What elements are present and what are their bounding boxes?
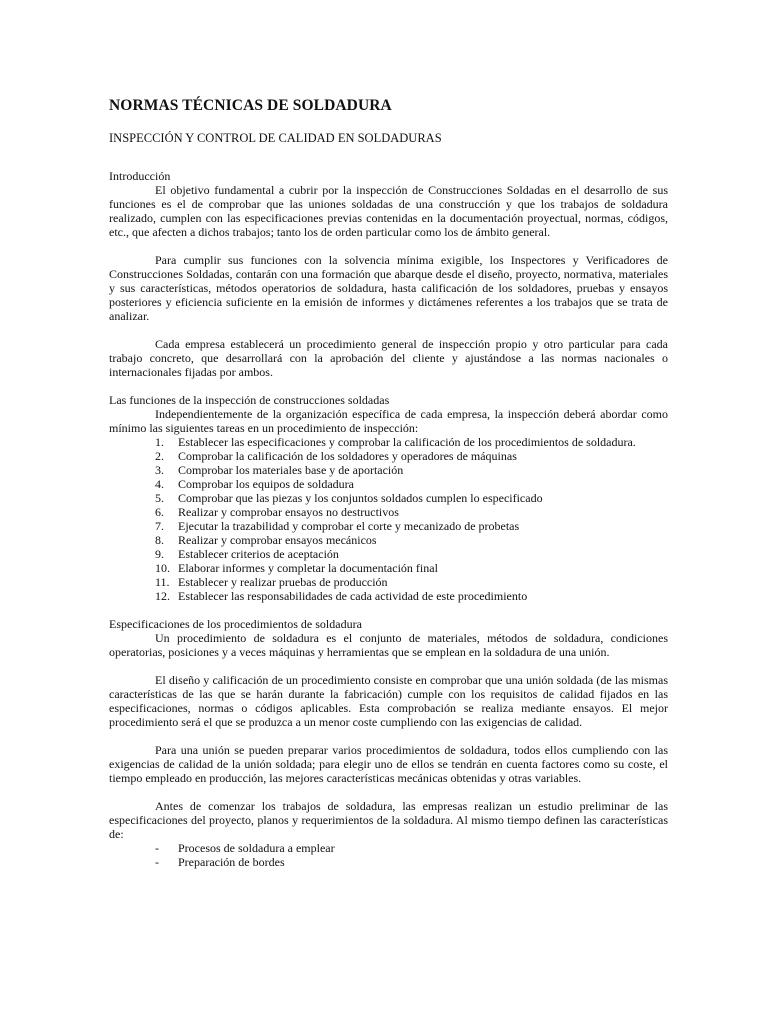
list-item-text: Elaborar informes y completar la documentación final — [178, 561, 438, 575]
list-item-text: Establecer las responsabilidades de cada actividad de este procedimiento — [178, 589, 528, 603]
list-item-number: 2. — [155, 449, 164, 463]
list-item-number: 10. — [155, 561, 170, 575]
list-item-number: - — [155, 855, 159, 869]
list-item — [109, 463, 668, 477]
section-heading-introduccion: Introducción — [109, 169, 171, 183]
list-item-text: Comprobar que las piezas y los conjuntos soldados cumplen lo especificado — [178, 491, 543, 505]
paragraph: Independientemente de la organización específica de cada empresa, la inspección deberá abordar como mínimo las siguientes tareas en un procedimiento de inspección: — [109, 407, 668, 435]
list-item-text: Comprobar la calificación de los soldadores y operadores de máquinas — [178, 449, 517, 463]
paragraph: El diseño y calificación de un procedimiento consiste en comprobar que una unión soldada (de las mismas características de las que se harán durante la fabricación) cumple con los requisitos de calidad fijados en las especificaciones, normas o códigos aplicables. Esta comprobación se realiza mediante ensayos. El mejor procedimiento será el que se produzca a un menor coste cumpliendo con las exigencias de calidad. — [109, 673, 668, 729]
list-item-number: 7. — [155, 519, 164, 533]
list-item — [109, 435, 668, 449]
list-item-text: Comprobar los equipos de soldadura — [178, 477, 354, 491]
list-item — [109, 855, 668, 869]
paragraph: El objetivo fundamental a cubrir por la inspección de Construcciones Soldadas en el desarrollo de sus funciones es el de comprobar que las uniones soldadas de una construcción y que los trabajos de soldadura realizado, cumplen con las especificaciones previas contenidas en la documentación proyectual, normas, códigos, etc., que afecten a dichos trabajos; tanto los de orden particular como los de ámbito general. — [109, 183, 668, 239]
list-item-text: Comprobar los materiales base y de aportación — [178, 463, 404, 477]
list-item-number: 6. — [155, 505, 164, 519]
list-item — [109, 519, 668, 533]
page-subtitle: INSPECCIÓN Y CONTROL DE CALIDAD EN SOLDADURAS — [109, 131, 442, 145]
list-item — [109, 449, 668, 463]
list-item-number: 8. — [155, 533, 164, 547]
list-item-number: 9. — [155, 547, 164, 561]
paragraph: Un procedimiento de soldadura es el conjunto de materiales, métodos de soldadura, condiciones operatorias, posiciones y a veces máquinas y herramientas que se emplean en la soldadura de una unión. — [109, 631, 668, 659]
list-item-text: Establecer criterios de aceptación — [178, 547, 339, 561]
paragraph: Cada empresa establecerá un procedimiento general de inspección propio y otro particular para cada trabajo concreto, que desarrollará con la aprobación del cliente y ajustándose a las normas nacionales o internacionales fijadas por ambos. — [109, 337, 668, 379]
list-item-text: Procesos de soldadura a emplear — [178, 841, 335, 855]
list-item — [109, 841, 668, 855]
tasks-list — [109, 435, 668, 603]
list-item-number: 12. — [155, 589, 170, 603]
list-item-number: 1. — [155, 435, 164, 449]
list-item-text: Ejecutar la trazabilidad y comprobar el corte y mecanizado de probetas — [178, 519, 520, 533]
list-item — [109, 505, 668, 519]
paragraph: Para una unión se pueden preparar varios procedimientos de soldadura, todos ellos cumpliendo con las exigencias de calidad de la unión soldada; para elegir uno de ellos se tendrán en cuenta factores como su coste, el tiempo empleado en producción, las mejores características mecánicas obtenidas y otras variables. — [109, 743, 668, 785]
paragraph: Antes de comenzar los trabajos de soldadura, las empresas realizan un estudio preliminar de las especificaciones del proyecto, planos y requerimientos de la soldadura. Al mismo tiempo definen las características de: — [109, 799, 668, 841]
list-item-number: 11. — [155, 575, 170, 589]
list-item — [109, 533, 668, 547]
list-item-text: Establecer las especificaciones y comprobar la calificación de los procedimientos de soldadura. — [178, 435, 636, 449]
list-item — [109, 589, 668, 603]
section-heading-funciones: Las funciones de la inspección de construcciones soldadas — [109, 393, 390, 407]
list-item-text: Preparación de bordes — [178, 855, 285, 869]
list-item-number: 3. — [155, 463, 164, 477]
list-item-text: Realizar y comprobar ensayos mecánicos — [178, 533, 377, 547]
list-item — [109, 561, 668, 575]
list-item — [109, 547, 668, 561]
list-item-number: 4. — [155, 477, 164, 491]
list-item-text: Establecer y realizar pruebas de producción — [178, 575, 388, 589]
paragraph: Para cumplir sus funciones con la solvencia mínima exigible, los Inspectores y Verificadores de Construcciones Soldadas, contarán con una formación que abarque desde el diseño, proyecto, normativa, materiales y sus características, métodos operatorios de soldadura, hasta calificación de los soldadores, pruebas y ensayos posteriores y eficiencia suficiente en la emisión de informes y dictámenes referentes a los trabajos que se trata de analizar. — [109, 253, 668, 323]
characteristics-list — [109, 841, 668, 869]
list-item-text: Realizar y comprobar ensayos no destructivos — [178, 505, 399, 519]
list-item — [109, 575, 668, 589]
list-item — [109, 491, 668, 505]
list-item-number: 5. — [155, 491, 164, 505]
page-title: NORMAS TÉCNICAS DE SOLDADURA — [109, 97, 392, 114]
list-item-number: - — [155, 841, 159, 855]
section-heading-especificaciones: Especificaciones de los procedimientos de soldadura — [109, 617, 362, 631]
list-item — [109, 477, 668, 491]
